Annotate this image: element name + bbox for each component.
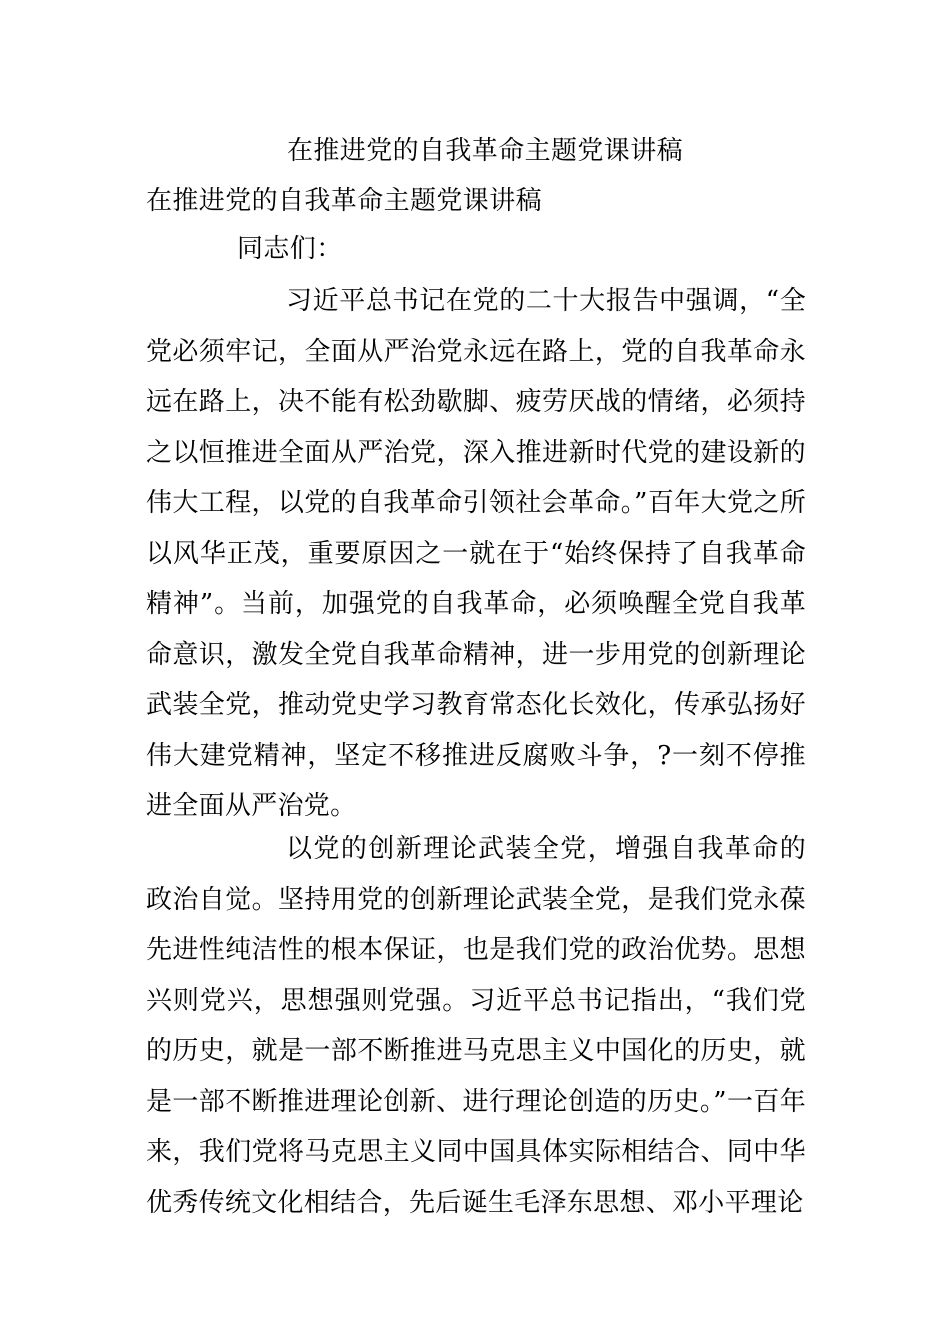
paragraph-2: 以党的创新理论武装全党，增强自我革命的政治自觉。坚持用党的创新理论武装全党，是我们党永葆先进性纯洁性的根本保证，也是我们党的政治优势。思想兴则党兴，思想强则党强。习近平总书记指出，“我们党的历史，就是一部不断推进马克思主义中国化的历史，就是一部不断推进理论创新、进行理论创造的历史。”一百年来，我们党将马克思主义同中国具体实际相结合、同中华优秀传统文化相结合，先后诞生毛泽东思想、邓小平理论 <box>146 834 806 1218</box>
paragraph-1: 习近平总书记在党的二十大报告中强调，“全党必须牢记，全面从严治党永远在路上，党的自我革命永远在路上，决不能有松劲歇脚、疲劳厌战的情绪，必须持之以恒推进全面从严治党，深入推进新时代党的建设新的伟大工程，以党的自我革命引领社会革命。”百年大党之所以风华正茂，重要原因之一就在于“始终保持了自我革命精神”。当前，加强党的自我革命，必须唤醒全党自我革命意识，激发全党自我革命精神，进一步用党的创新理论武装全党，推动党史学习教育常态化长效化，传承弘扬好伟大建党精神，坚定不移推进反腐败斗争，?一刻不停推进全面从严治党。 <box>146 286 806 821</box>
document-title: 在推进党的自我革命主题党课讲稿 <box>287 136 684 166</box>
document-subtitle: 在推进党的自我革命主题党课讲稿 <box>146 186 543 216</box>
greeting: 同志们： <box>237 234 343 264</box>
